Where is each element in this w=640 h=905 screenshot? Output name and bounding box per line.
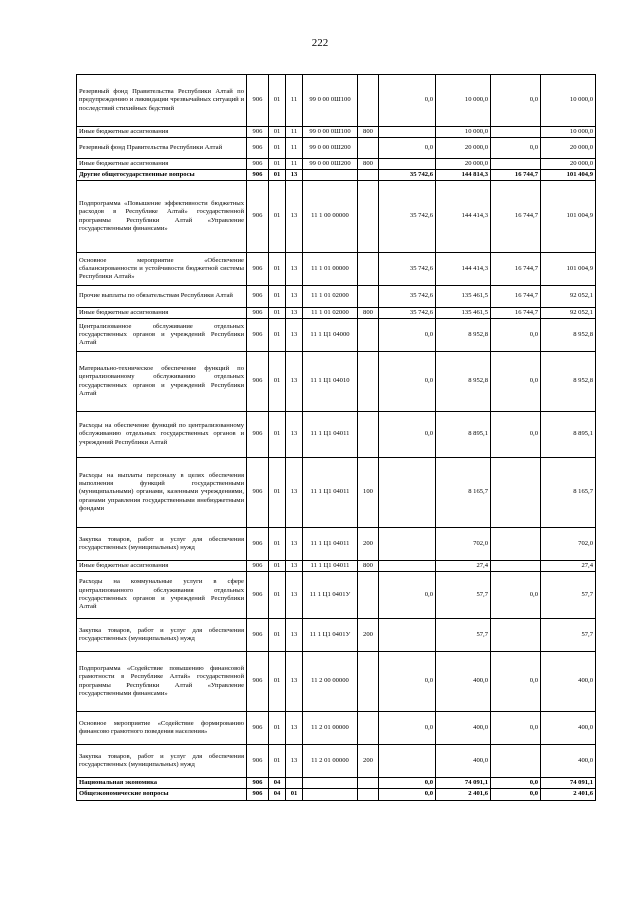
amount-cell-2: 702,0 (436, 528, 491, 561)
table-row (77, 138, 596, 159)
row-name-cell: Иные бюджетные ассигнования (77, 127, 247, 138)
amount-cell-1 (379, 528, 436, 561)
row-name-cell: Общеэкономические вопросы (77, 789, 247, 801)
table-row (77, 745, 596, 778)
target-article-cell: 11 1 Ц1 04011 (303, 528, 358, 561)
amount-cell-2: 144 414,3 (436, 181, 491, 253)
row-name-cell: Иные бюджетные ассигнования (77, 159, 247, 170)
subsection-code-cell: 13 (286, 458, 303, 528)
subsection-code-cell: 13 (286, 572, 303, 619)
section-code-cell: 01 (269, 75, 286, 127)
grbs-code-cell: 906 (247, 458, 269, 528)
grbs-code-cell: 906 (247, 181, 269, 253)
amount-cell-3: 16 744,7 (491, 286, 541, 308)
subsection-code-cell: 13 (286, 308, 303, 319)
expense-type-cell (358, 352, 379, 412)
amount-cell-1 (379, 745, 436, 778)
table-row (77, 619, 596, 652)
table-row (77, 308, 596, 319)
target-article-cell: 99 0 00 0Ш200 (303, 159, 358, 170)
target-article-cell: 99 0 00 0Ш100 (303, 127, 358, 138)
table-row (77, 253, 596, 286)
row-name-cell: Прочие выплаты по обязательствам Республики Алтай (77, 286, 247, 308)
expense-type-cell (358, 778, 379, 789)
amount-cell-1: 0,0 (379, 652, 436, 712)
amount-cell-4: 400,0 (541, 652, 596, 712)
amount-cell-4: 101 404,9 (541, 170, 596, 181)
subsection-code-cell (286, 778, 303, 789)
amount-cell-1: 0,0 (379, 75, 436, 127)
amount-cell-3 (491, 561, 541, 572)
amount-cell-2: 57,7 (436, 619, 491, 652)
grbs-code-cell: 906 (247, 286, 269, 308)
section-code-cell: 01 (269, 528, 286, 561)
amount-cell-1: 35 742,6 (379, 286, 436, 308)
amount-cell-1: 0,0 (379, 352, 436, 412)
amount-cell-2: 135 461,5 (436, 308, 491, 319)
section-code-cell: 01 (269, 170, 286, 181)
amount-cell-3: 0,0 (491, 319, 541, 352)
amount-cell-3: 0,0 (491, 572, 541, 619)
target-article-cell: 11 1 Ц1 04011 (303, 412, 358, 458)
amount-cell-4: 57,7 (541, 619, 596, 652)
amount-cell-2: 10 000,0 (436, 75, 491, 127)
amount-cell-1: 35 742,6 (379, 181, 436, 253)
row-name-cell: Резервный фонд Правительства Республики Алтай по предупреждению и ликвидации чрезвычайных ситуаций и последствий стихийных бедствий (77, 75, 247, 127)
row-name-cell: Другие общегосударственные вопросы (77, 170, 247, 181)
amount-cell-2: 135 461,5 (436, 286, 491, 308)
target-article-cell: 11 1 01 02000 (303, 308, 358, 319)
amount-cell-2: 20 000,0 (436, 159, 491, 170)
grbs-code-cell: 906 (247, 138, 269, 159)
table-row (77, 127, 596, 138)
section-code-cell: 04 (269, 789, 286, 801)
amount-cell-1: 0,0 (379, 412, 436, 458)
grbs-code-cell: 906 (247, 75, 269, 127)
table-row (77, 458, 596, 528)
amount-cell-1 (379, 159, 436, 170)
amount-cell-4: 74 091,1 (541, 778, 596, 789)
amount-cell-1: 0,0 (379, 778, 436, 789)
grbs-code-cell: 906 (247, 789, 269, 801)
section-code-cell: 01 (269, 159, 286, 170)
subsection-code-cell: 11 (286, 75, 303, 127)
amount-cell-1 (379, 619, 436, 652)
amount-cell-2: 8 952,8 (436, 319, 491, 352)
grbs-code-cell: 906 (247, 412, 269, 458)
grbs-code-cell: 906 (247, 528, 269, 561)
expense-type-cell: 800 (358, 308, 379, 319)
amount-cell-2: 57,7 (436, 572, 491, 619)
subsection-code-cell: 13 (286, 352, 303, 412)
subsection-code-cell: 13 (286, 253, 303, 286)
expense-type-cell: 200 (358, 745, 379, 778)
expense-type-cell: 100 (358, 458, 379, 528)
amount-cell-1: 0,0 (379, 138, 436, 159)
amount-cell-4: 27,4 (541, 561, 596, 572)
table-row (77, 789, 596, 801)
subsection-code-cell: 13 (286, 561, 303, 572)
subsection-code-cell: 13 (286, 170, 303, 181)
amount-cell-2: 2 401,6 (436, 789, 491, 801)
expense-type-cell: 800 (358, 561, 379, 572)
amount-cell-2: 8 165,7 (436, 458, 491, 528)
row-name-cell: Национальная экономика (77, 778, 247, 789)
amount-cell-4: 10 000,0 (541, 75, 596, 127)
subsection-code-cell: 11 (286, 127, 303, 138)
grbs-code-cell: 906 (247, 561, 269, 572)
amount-cell-3 (491, 458, 541, 528)
amount-cell-2: 400,0 (436, 712, 491, 745)
amount-cell-4: 8 952,8 (541, 319, 596, 352)
amount-cell-1 (379, 561, 436, 572)
amount-cell-4: 8 895,1 (541, 412, 596, 458)
table-row (77, 412, 596, 458)
amount-cell-4: 57,7 (541, 572, 596, 619)
section-code-cell: 01 (269, 745, 286, 778)
amount-cell-4: 101 004,9 (541, 181, 596, 253)
row-name-cell: Закупка товаров, работ и услуг для обеспечения государственных (муниципальных) нужд (77, 528, 247, 561)
amount-cell-1: 35 742,6 (379, 308, 436, 319)
grbs-code-cell: 906 (247, 352, 269, 412)
amount-cell-3 (491, 528, 541, 561)
table-row (77, 561, 596, 572)
expense-type-cell (358, 286, 379, 308)
row-name-cell: Основное мероприятие «Содействие формированию финансово грамотного поведения населения» (77, 712, 247, 745)
section-code-cell: 01 (269, 458, 286, 528)
target-article-cell: 11 1 Ц1 0401У (303, 572, 358, 619)
expense-type-cell (358, 170, 379, 181)
target-article-cell: 11 2 01 00000 (303, 712, 358, 745)
amount-cell-3 (491, 159, 541, 170)
row-name-cell: Иные бюджетные ассигнования (77, 561, 247, 572)
table-row (77, 181, 596, 253)
section-code-cell: 01 (269, 319, 286, 352)
expense-type-cell: 200 (358, 528, 379, 561)
budget-table (76, 74, 596, 801)
target-article-cell: 11 1 01 02000 (303, 286, 358, 308)
expense-type-cell (358, 75, 379, 127)
amount-cell-2: 8 895,1 (436, 412, 491, 458)
table-row (77, 712, 596, 745)
expense-type-cell (358, 572, 379, 619)
amount-cell-3: 0,0 (491, 138, 541, 159)
expense-type-cell (358, 412, 379, 458)
subsection-code-cell: 13 (286, 712, 303, 745)
amount-cell-3 (491, 127, 541, 138)
section-code-cell: 04 (269, 778, 286, 789)
subsection-code-cell: 11 (286, 159, 303, 170)
target-article-cell: 11 1 01 00000 (303, 253, 358, 286)
expense-type-cell (358, 789, 379, 801)
expense-type-cell (358, 652, 379, 712)
grbs-code-cell: 906 (247, 127, 269, 138)
grbs-code-cell: 906 (247, 253, 269, 286)
expense-type-cell (358, 138, 379, 159)
row-name-cell: Подпрограмма «Повышение эффективности бюджетных расходов в Республике Алтай» государственной программы Республики Алтай «Управление государственными финансами» (77, 181, 247, 253)
section-code-cell: 01 (269, 619, 286, 652)
target-article-cell: 11 1 Ц1 04011 (303, 561, 358, 572)
subsection-code-cell: 11 (286, 138, 303, 159)
row-name-cell: Централизованное обслуживание отдельных государственных органов и учреждений Республики Алтай (77, 319, 247, 352)
amount-cell-4: 702,0 (541, 528, 596, 561)
grbs-code-cell: 906 (247, 572, 269, 619)
amount-cell-1 (379, 458, 436, 528)
table-row (77, 319, 596, 352)
target-article-cell: 11 1 Ц1 04000 (303, 319, 358, 352)
table-row (77, 528, 596, 561)
grbs-code-cell: 906 (247, 308, 269, 319)
target-article-cell: 11 1 Ц1 04010 (303, 352, 358, 412)
section-code-cell: 01 (269, 412, 286, 458)
amount-cell-4: 101 004,9 (541, 253, 596, 286)
target-article-cell (303, 170, 358, 181)
subsection-code-cell: 13 (286, 652, 303, 712)
amount-cell-4: 400,0 (541, 712, 596, 745)
row-name-cell: Расходы на выплаты персоналу в целях обеспечения выполнения функций государственными (муниципальными) органами, казенными учреждениями, органами управления государственными внебюджетными фондами (77, 458, 247, 528)
section-code-cell: 01 (269, 712, 286, 745)
expense-type-cell: 800 (358, 127, 379, 138)
amount-cell-3: 16 744,7 (491, 308, 541, 319)
target-article-cell: 11 1 Ц1 04011 (303, 458, 358, 528)
amount-cell-3: 0,0 (491, 778, 541, 789)
amount-cell-4: 20 000,0 (541, 138, 596, 159)
expense-type-cell (358, 319, 379, 352)
section-code-cell: 01 (269, 652, 286, 712)
amount-cell-4: 20 000,0 (541, 159, 596, 170)
table-row (77, 572, 596, 619)
section-code-cell: 01 (269, 308, 286, 319)
amount-cell-2: 400,0 (436, 745, 491, 778)
amount-cell-4: 92 052,1 (541, 308, 596, 319)
expense-type-cell (358, 712, 379, 745)
amount-cell-2: 144 414,3 (436, 253, 491, 286)
grbs-code-cell: 906 (247, 652, 269, 712)
amount-cell-2: 400,0 (436, 652, 491, 712)
amount-cell-1: 35 742,6 (379, 170, 436, 181)
amount-cell-3: 16 744,7 (491, 181, 541, 253)
row-name-cell: Резервный фонд Правительства Республики Алтай (77, 138, 247, 159)
target-article-cell: 11 2 00 00000 (303, 652, 358, 712)
grbs-code-cell: 906 (247, 712, 269, 745)
amount-cell-3: 0,0 (491, 652, 541, 712)
row-name-cell: Расходы на обеспечение функций по централизованному обслуживанию отдельных государственных органов и учреждений Республики Алтай (77, 412, 247, 458)
grbs-code-cell: 906 (247, 778, 269, 789)
subsection-code-cell: 01 (286, 789, 303, 801)
target-article-cell: 11 1 00 00000 (303, 181, 358, 253)
amount-cell-3 (491, 619, 541, 652)
grbs-code-cell: 906 (247, 159, 269, 170)
amount-cell-3: 0,0 (491, 75, 541, 127)
amount-cell-2: 27,4 (436, 561, 491, 572)
amount-cell-4: 10 000,0 (541, 127, 596, 138)
section-code-cell: 01 (269, 352, 286, 412)
table-row (77, 75, 596, 127)
subsection-code-cell: 13 (286, 412, 303, 458)
row-name-cell: Закупка товаров, работ и услуг для обеспечения государственных (муниципальных) нужд (77, 745, 247, 778)
subsection-code-cell: 13 (286, 745, 303, 778)
section-code-cell: 01 (269, 286, 286, 308)
target-article-cell: 11 2 01 00000 (303, 745, 358, 778)
section-code-cell: 01 (269, 561, 286, 572)
amount-cell-1: 0,0 (379, 572, 436, 619)
grbs-code-cell: 906 (247, 619, 269, 652)
amount-cell-1: 0,0 (379, 789, 436, 801)
amount-cell-4: 92 052,1 (541, 286, 596, 308)
section-code-cell: 01 (269, 138, 286, 159)
expense-type-cell (358, 253, 379, 286)
table-row (77, 778, 596, 789)
amount-cell-1: 0,0 (379, 712, 436, 745)
amount-cell-4: 8 165,7 (541, 458, 596, 528)
page-number: 222 (311, 37, 329, 49)
table-row (77, 352, 596, 412)
row-name-cell: Иные бюджетные ассигнования (77, 308, 247, 319)
amount-cell-2: 74 091,1 (436, 778, 491, 789)
row-name-cell: Материально-техническое обеспечение функций по централизованному обслуживанию отдельных государственных органов и учреждений Республики Алтай (77, 352, 247, 412)
target-article-cell: 99 0 00 0Ш200 (303, 138, 358, 159)
amount-cell-2: 20 000,0 (436, 138, 491, 159)
amount-cell-3: 0,0 (491, 352, 541, 412)
grbs-code-cell: 906 (247, 745, 269, 778)
amount-cell-3 (491, 745, 541, 778)
amount-cell-2: 8 952,8 (436, 352, 491, 412)
amount-cell-1 (379, 127, 436, 138)
amount-cell-4: 400,0 (541, 745, 596, 778)
target-article-cell (303, 789, 358, 801)
table-row (77, 170, 596, 181)
target-article-cell (303, 778, 358, 789)
subsection-code-cell: 13 (286, 319, 303, 352)
subsection-code-cell: 13 (286, 181, 303, 253)
row-name-cell: Расходы на коммунальные услуги в сфере централизованного обслуживания отдельных государственных органов и учреждений Республики Алтай (77, 572, 247, 619)
amount-cell-3: 16 744,7 (491, 253, 541, 286)
amount-cell-2: 144 814,3 (436, 170, 491, 181)
amount-cell-4: 8 952,8 (541, 352, 596, 412)
target-article-cell: 11 1 Ц1 0401У (303, 619, 358, 652)
section-code-cell: 01 (269, 253, 286, 286)
amount-cell-3: 0,0 (491, 712, 541, 745)
row-name-cell: Основное мероприятие «Обеспечение сбалансированности и устойчивости бюджетной системы Республики Алтай» (77, 253, 247, 286)
subsection-code-cell: 13 (286, 286, 303, 308)
section-code-cell: 01 (269, 572, 286, 619)
amount-cell-3: 0,0 (491, 789, 541, 801)
section-code-cell: 01 (269, 127, 286, 138)
amount-cell-1: 0,0 (379, 319, 436, 352)
expense-type-cell: 200 (358, 619, 379, 652)
table-row (77, 652, 596, 712)
table-row (77, 159, 596, 170)
row-name-cell: Закупка товаров, работ и услуг для обеспечения государственных (муниципальных) нужд (77, 619, 247, 652)
amount-cell-2: 10 000,0 (436, 127, 491, 138)
amount-cell-3: 0,0 (491, 412, 541, 458)
subsection-code-cell: 13 (286, 528, 303, 561)
section-code-cell: 01 (269, 181, 286, 253)
table-row (77, 286, 596, 308)
target-article-cell: 99 0 00 0Ш100 (303, 75, 358, 127)
grbs-code-cell: 906 (247, 170, 269, 181)
amount-cell-1: 35 742,6 (379, 253, 436, 286)
expense-type-cell: 800 (358, 159, 379, 170)
grbs-code-cell: 906 (247, 319, 269, 352)
amount-cell-3: 16 744,7 (491, 170, 541, 181)
expense-type-cell (358, 181, 379, 253)
amount-cell-4: 2 401,6 (541, 789, 596, 801)
row-name-cell: Подпрограмма «Содействие повышению финансовой грамотности в Республике Алтай» государственной программы Республики Алтай «Управление государственными финансами» (77, 652, 247, 712)
subsection-code-cell: 13 (286, 619, 303, 652)
